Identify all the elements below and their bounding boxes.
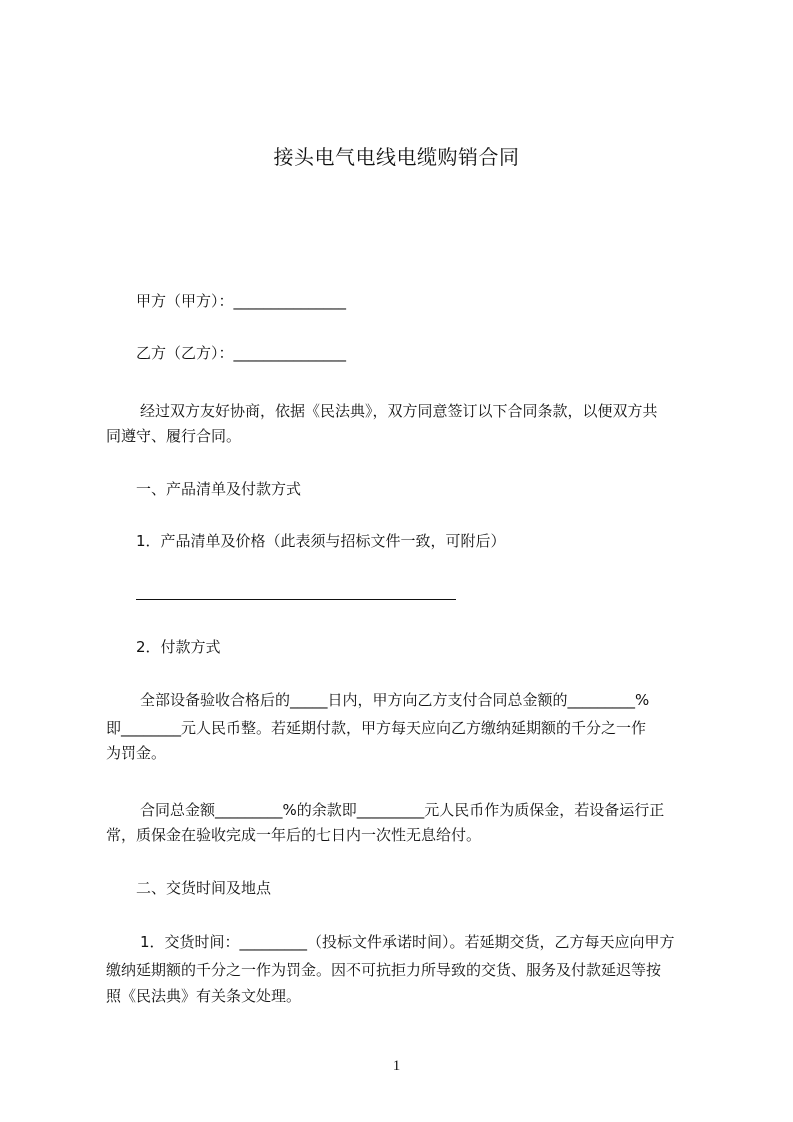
section-1-item-2: 2．付款方式 <box>136 638 221 656</box>
delivery-item-line-2: 缴纳延期额的千分之一作为罚金。因不可抗拒力所导致的交货、服务及付款延迟等按 <box>106 961 662 979</box>
document-title: 接头电气电线电缆购销合同 <box>273 145 520 169</box>
section-1-heading: 一、产品清单及付款方式 <box>136 480 302 498</box>
party-b-line: 乙方（乙方）：_______________ <box>136 344 347 362</box>
delivery-item-line-1: 1．交货时间：_________（投标文件承诺时间）。若延期交货，乙方每天应向甲方 <box>140 933 675 951</box>
section-2-heading: 二、交货时间及地点 <box>136 879 272 897</box>
payment-para-2-line-2: 常，质保金在验收完成一年后的七日内一次性无息给付。 <box>106 826 482 844</box>
party-a-line: 甲方（甲方）：_______________ <box>136 292 347 310</box>
page-number: 1 <box>392 1058 401 1074</box>
blank-fill-line <box>136 599 456 600</box>
intro-line-1: 经过双方友好协商，依据《民法典》，双方同意签订以下合同条款，以便双方共 <box>140 402 658 420</box>
delivery-item-line-3: 照《民法典》有关条文处理。 <box>106 987 302 1005</box>
section-1-item-1: 1．产品清单及价格（此表须与招标文件一致，可附后） <box>136 532 506 550</box>
payment-para-1-line-2: 即________元人民币整。若延期付款，甲方每天应向乙方缴纳延期额的千分之一作 <box>106 719 647 737</box>
payment-para-1-line-3: 为罚金。 <box>106 744 167 762</box>
payment-para-2-line-1: 合同总金额_________%的余款即_________元人民币作为质保金，若设备运行正 <box>140 801 665 819</box>
payment-para-1-line-1: 全部设备验收合格后的_____日内，甲方向乙方支付合同总金额的_________% <box>140 691 650 709</box>
intro-line-2: 同遵守、履行合同。 <box>106 427 242 445</box>
